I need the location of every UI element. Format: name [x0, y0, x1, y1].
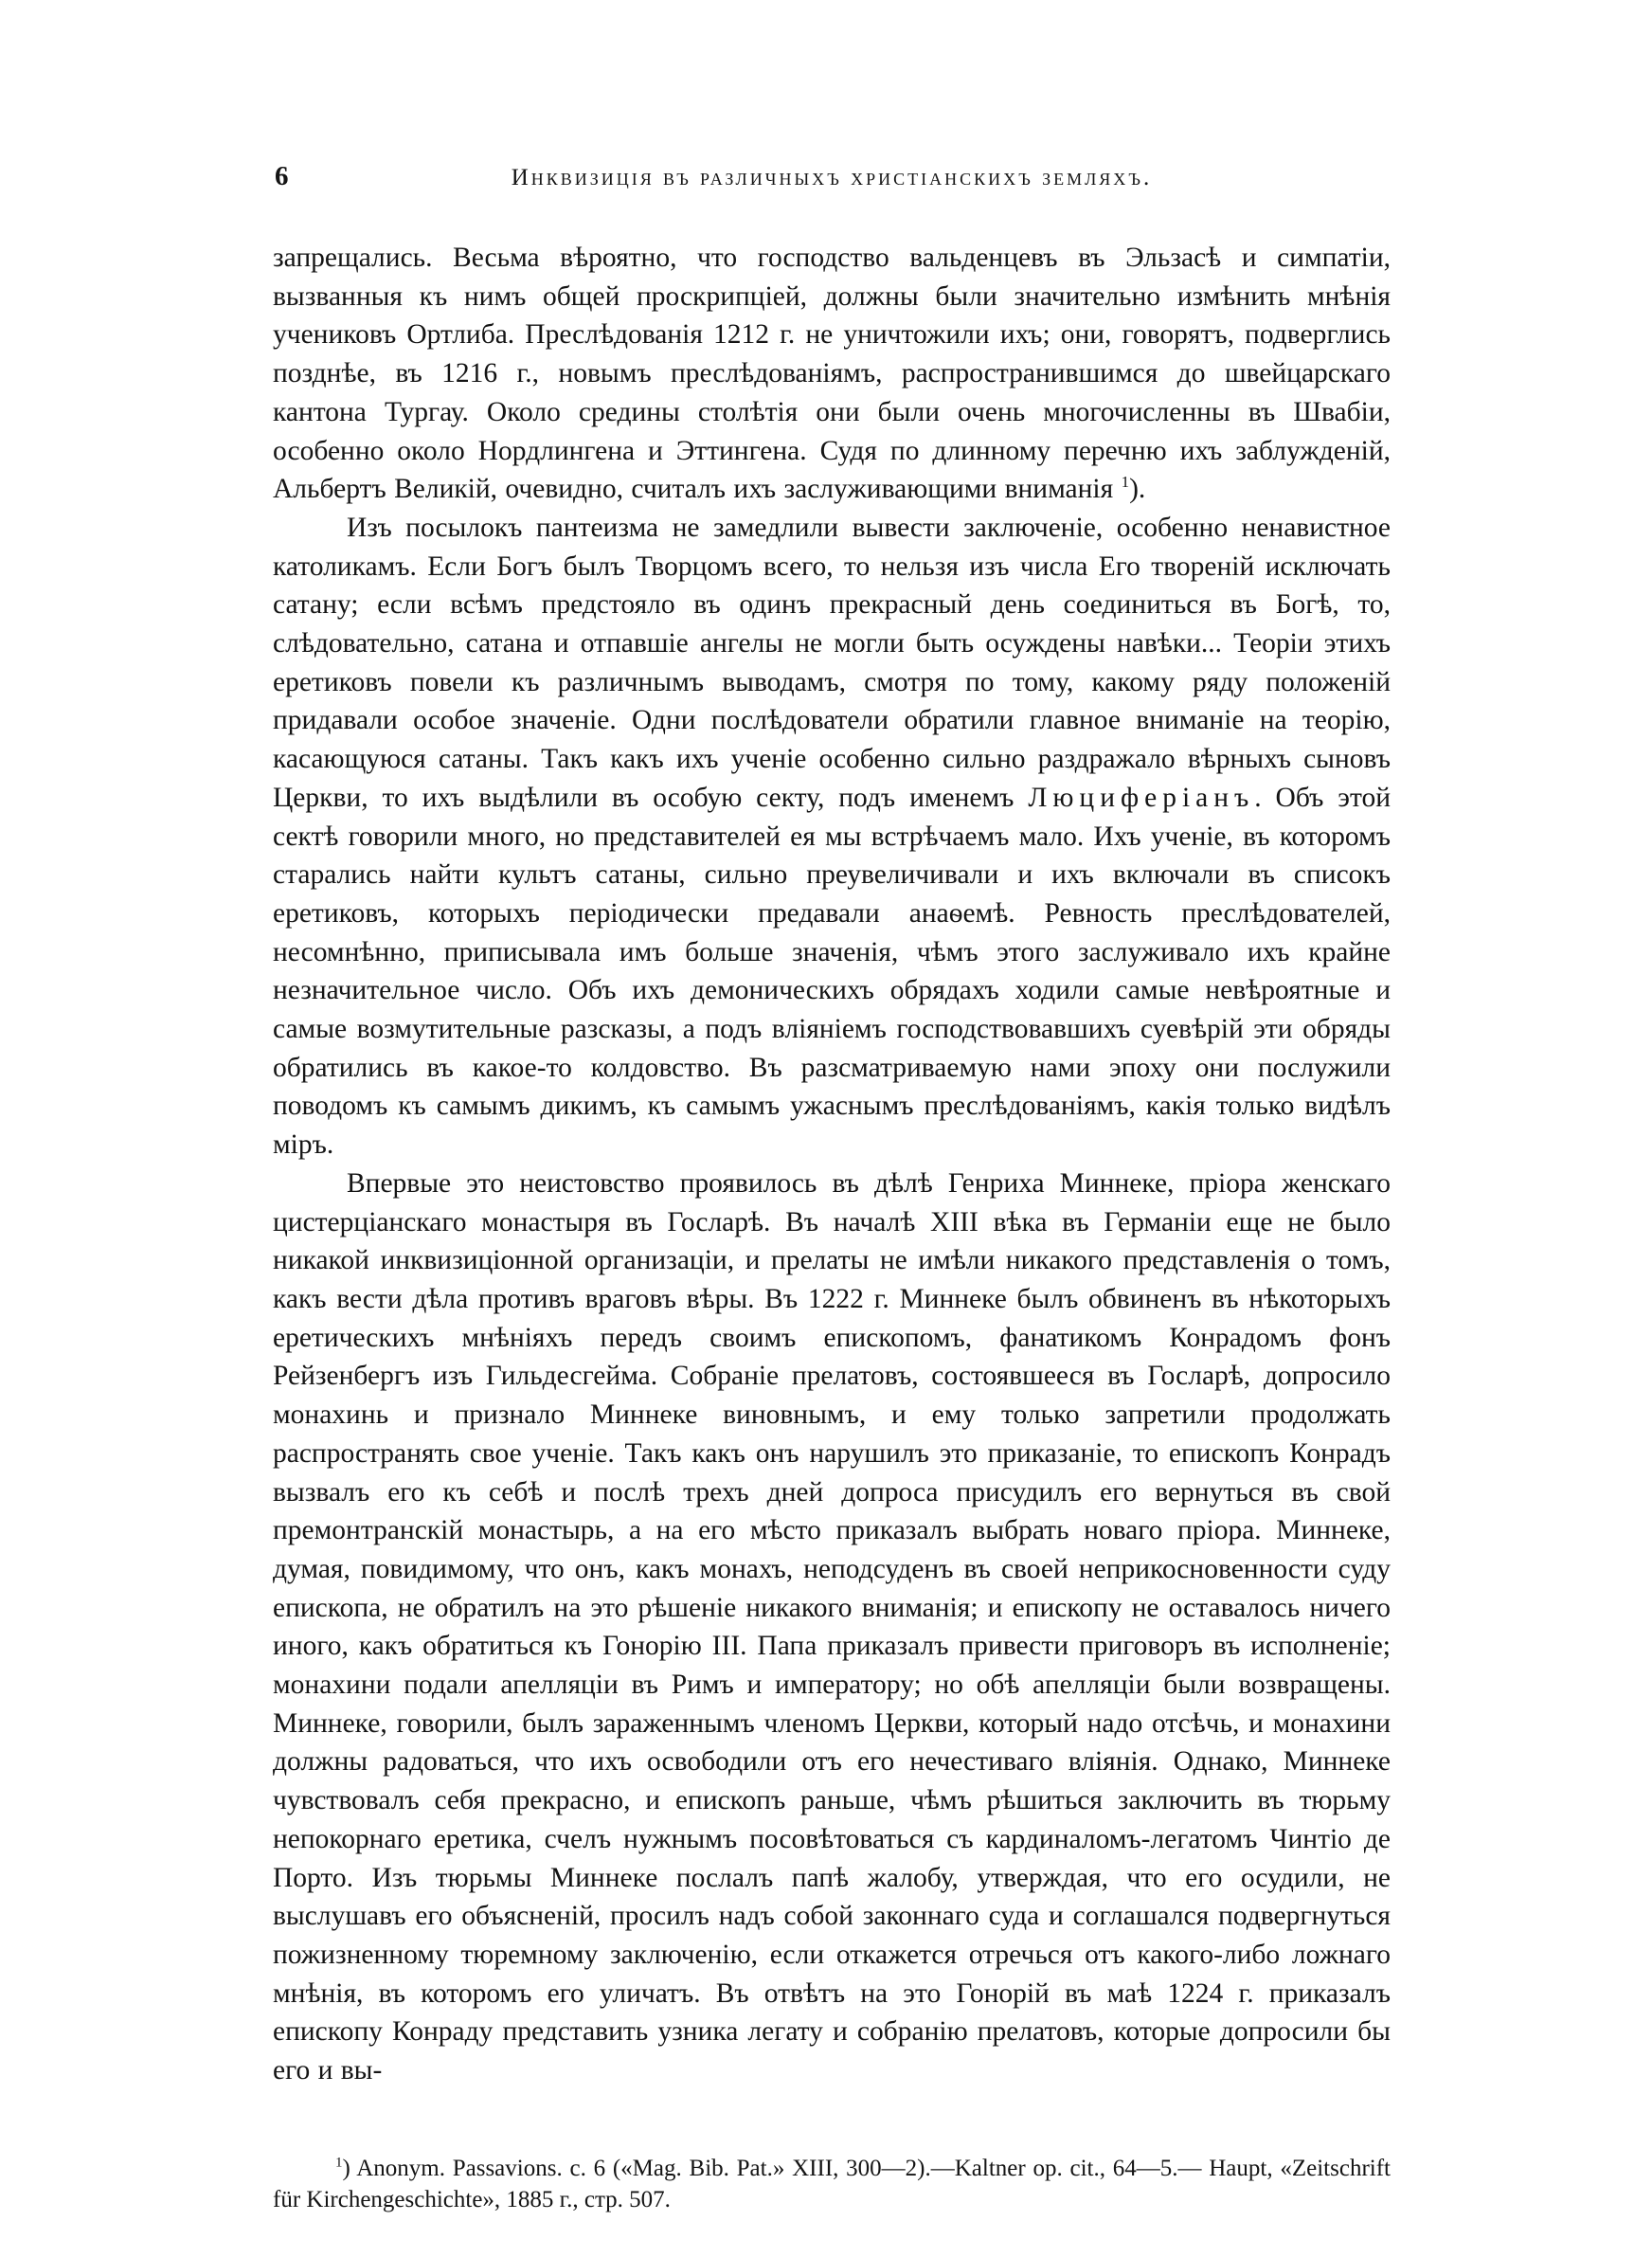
- footnotes: [273, 2153, 1391, 2215]
- paragraph-3: [273, 1165, 1391, 2090]
- paragraph-1-end: ).: [1129, 474, 1146, 505]
- page-number: 6: [275, 161, 289, 191]
- page-header: [273, 161, 1391, 208]
- paragraph-1-text: запрещались. Весьма вѣроятно, что господство вальденцевъ въ Эльзасѣ и симпатіи, вызванныя къ нимъ общей проскрипціей, должны были значительно измѣнить мнѣнія учениковъ Ортлиба. Преслѣдованія 1212 г. не уничтожили ихъ; они, говорятъ, подверглись позднѣе, въ 1216 г., новымъ преслѣдованіямъ, распространившимся до швейцарскаго кантона Тургау. Около средины столѣтія они были очень многочисленны въ Швабіи, особенно около Нордлингена и Эттингена. Судя по длинному перечню ихъ заблужденій, Альбертъ Великій, очевидно, считалъ ихъ заслуживающими вниманія: [273, 243, 1391, 505]
- paragraph-3-text: Впервые это неистовство проявилось въ дѣлѣ Генриха Миннеке, пріора женскаго цистерціанскаго монастыря въ Госларѣ. Въ началѣ XIII вѣка въ Германіи еще не было никакой инквизиціонной организаціи, и прелаты не имѣли никакого представленія о томъ, какъ вести дѣла противъ враговъ вѣры. Въ 1222 г. Миннеке былъ обвиненъ въ нѣкоторыхъ еретическихъ мнѣніяхъ передъ своимъ епископомъ, фанатикомъ Конрадомъ фонъ Рейзенбергъ изъ Гильдесгейма. Собраніе прелатовъ, состоявшееся въ Госларѣ, допросило монахинь и признало Миннеке виновнымъ, и ему только запретили продолжать распространять свое ученіе. Такъ какъ онъ нарушилъ это приказаніе, то епископъ Конрадъ вызвалъ его къ себѣ и послѣ трехъ дней допроса присудилъ его вернуться въ свой премонтранскій монастырь, а на его мѣсто приказалъ выбрать новаго пріора. Миннеке, думая, повидимому, что онъ, какъ монахъ, неподсуденъ въ своей неприкосновенности суду епископа, не обратилъ на это рѣшеніе никакого вниманія; и епископу не оставалось ничего иного, какъ обратиться къ Гонорію III. Папа приказалъ привести приговоръ въ исполненіе; монахини подали апелляціи въ Римъ и императору; но обѣ апелляціи были возвращены. Миннеке, говорили, былъ зараженнымъ членомъ Церкви, который надо отсѣчь, и монахини должны радоваться, что ихъ освободили отъ его нечестиваго вліянія. Однако, Миннеке чувствовалъ себя прекрасно, и епископъ раньше, чѣмъ рѣшиться заключить въ тюрьму непокорнаго еретика, счелъ нужнымъ посовѣтоваться съ кардиналомъ-легатомъ Чинтіо де Порто. Изъ тюрьмы Миннеке послалъ папѣ жалобу, утверждая, что его осудили, не выслушавъ его объясненій, просилъ надъ собой законнаго суда и соглашался подвергнуться пожизненному тюремному заключенію, если откажется отречься отъ какого-либо ложнаго мнѣнія, въ которомъ его уличатъ. Въ отвѣтъ на это Гонорій въ маѣ 1224 г. приказалъ епископу Конраду представить узника легату и собранію прелатовъ, которые допросили бы его и вы-: [273, 1167, 1391, 2086]
- footnote-text: ) Anonym. Passavions. c. 6 («Mag. Bib. Pat.» XIII, 300—2).—Kaltner op. cit., 64—5.— Haupt, «Zeitschrift für Kirchengeschichte», 1885 г., стр. 507.: [273, 2155, 1391, 2212]
- paragraph-1: [273, 239, 1391, 509]
- paragraph-2: [273, 509, 1391, 1165]
- book-page: [273, 161, 1391, 2215]
- paragraph-2-text-b: . Объ этой сектѣ говорили много, но представителей ея мы встрѣчаемъ мало. Ихъ ученіе, въ которомъ старались найти культъ сатаны, сильно преувеличивали и ихъ включали въ списокъ еретиковъ, которыхъ періодически предавали анаѳемѣ. Ревность преслѣдователей, несомнѣнно, приписывала имъ больше значенія, чѣмъ этого заслуживало ихъ крайне незначительное число. Объ ихъ демоническихъ обрядахъ ходили самые невѣроятные и самые возмутительные разсказы, а подъ вліяніемъ господствовавшихъ суевѣрій эти обряды обратились въ какое-то колдовство. Въ разсматриваемую нами эпоху они послужили поводомъ къ самымъ дикимъ, къ самымъ ужаснымъ преслѣдованіямъ, какія только видѣлъ міръ.: [273, 782, 1392, 1161]
- running-head: Инквизиція въ различныхъ христіанскихъ земляхъ.: [511, 165, 1153, 190]
- footnote-1: [273, 2153, 1391, 2215]
- footnote-mark: 1: [335, 2155, 343, 2171]
- footnote-reference: 1: [1121, 473, 1130, 492]
- paragraph-2-text-a: Изъ посылокъ пантеизма не замедлили вывести заключеніе, особенно ненавистное католикамъ. Если Богъ былъ Творцомъ всего, то нельзя изъ числа Его твореній исключать сатану; если всѣмъ предстояло въ одинъ прекрасный день соединиться въ Богѣ, то, слѣдовательно, сатана и отпавшіе ангелы не могли быть осуждены навѣки... Теоріи этихъ еретиковъ повели къ различнымъ выводамъ, смотря по тому, какому ряду положеній придавали особое значеніе. Одни послѣдователи обратили главное вниманіе на теорію, касающуюся сатаны. Такъ какъ ихъ ученіе особенно сильно раздражало вѣрныхъ сыновъ Церкви, то ихъ выдѣлили въ особую секту, подъ именемъ: [273, 512, 1391, 813]
- sect-name: Люциферіанъ: [1028, 782, 1255, 813]
